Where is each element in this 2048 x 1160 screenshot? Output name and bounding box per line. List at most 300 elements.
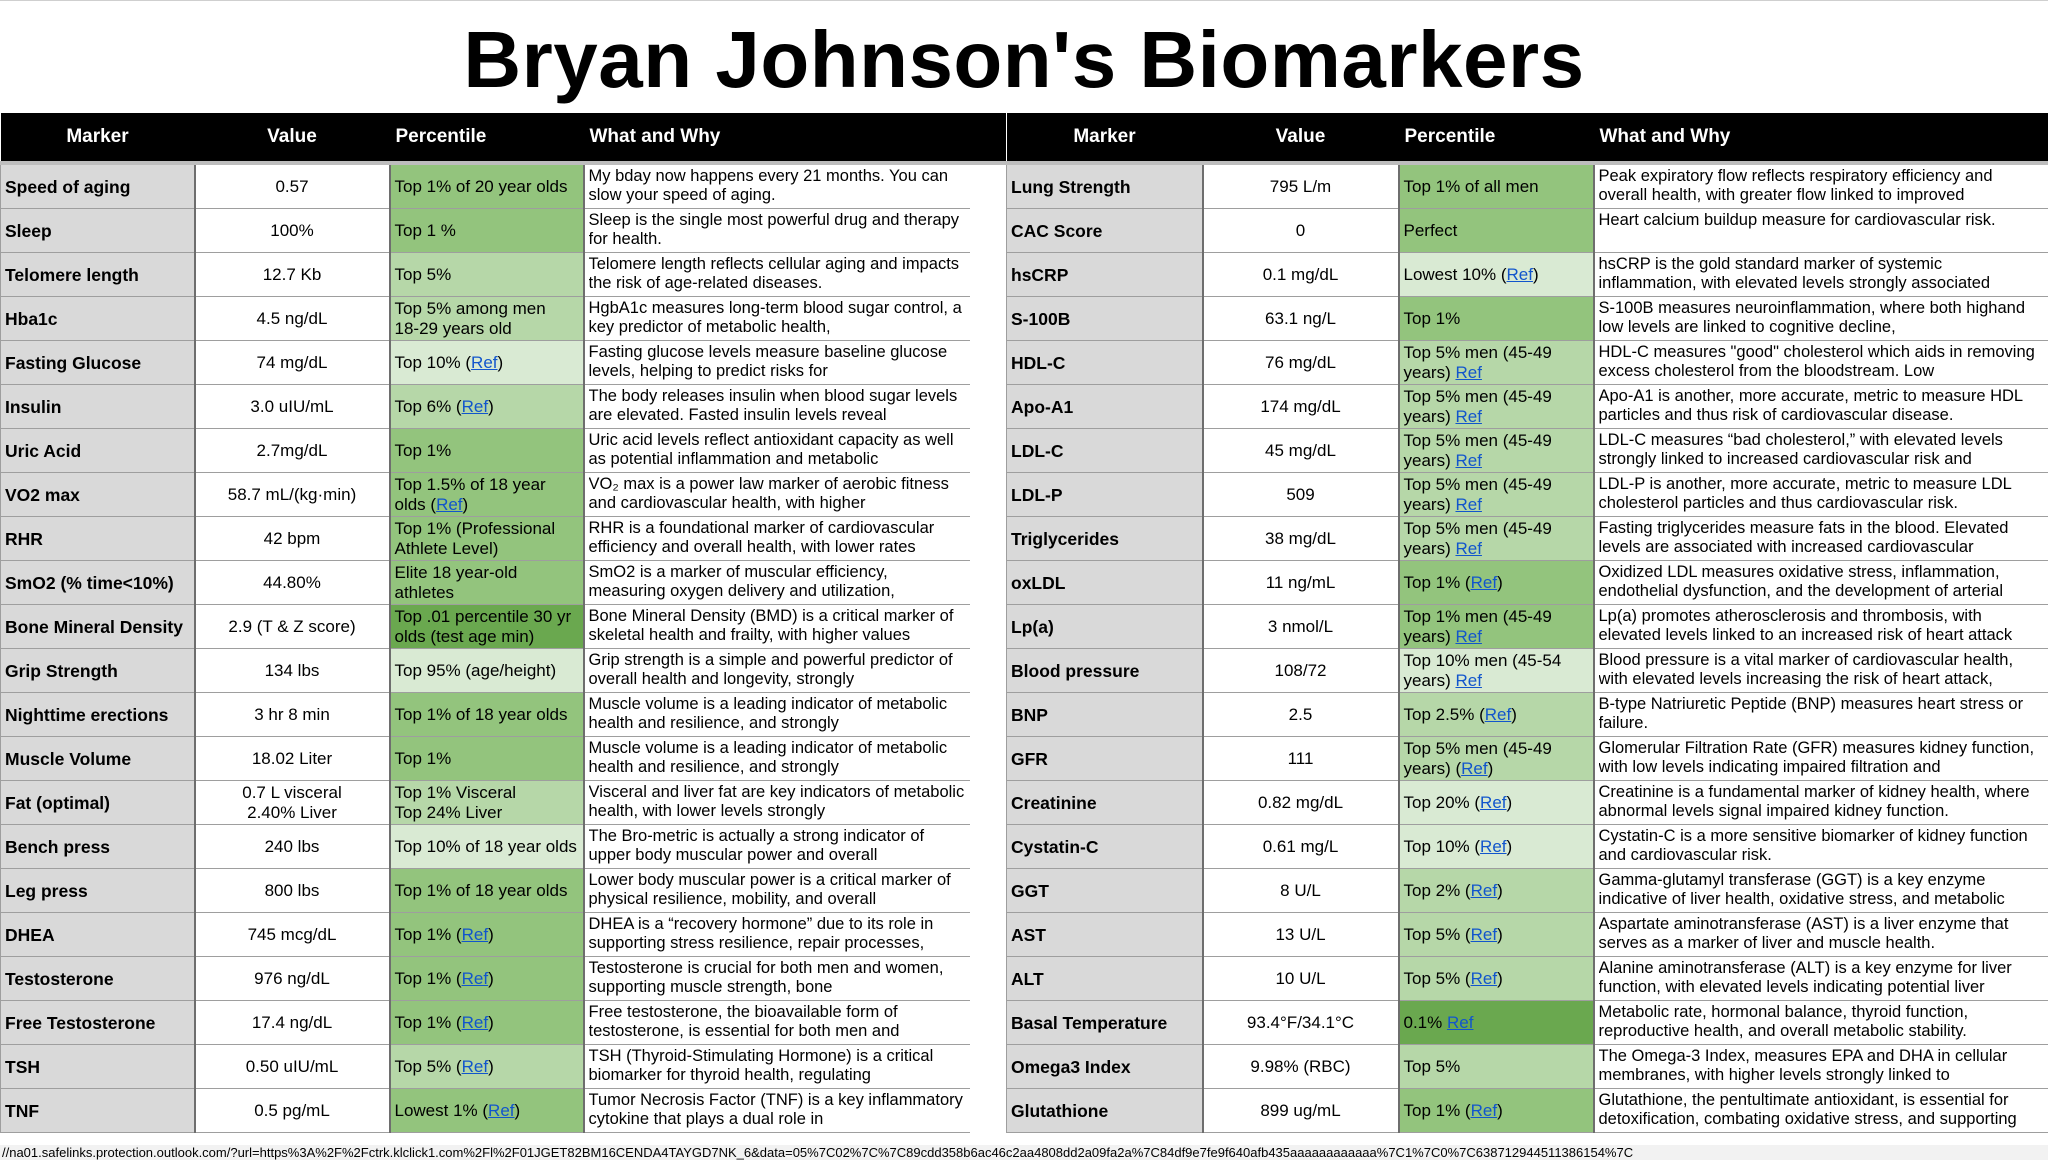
table-row xyxy=(1,561,971,605)
table-row xyxy=(1007,869,2048,913)
value-cell: 0.5 pg/mL xyxy=(195,1089,390,1133)
percentile-cell xyxy=(1399,429,1594,473)
what-and-why-cell xyxy=(1594,341,2048,385)
percentile-text: Top 10% men (45-54 years) xyxy=(1403,650,1562,690)
value-cell: 58.7 mL/(kg·min) xyxy=(195,473,390,517)
value-cell: 2.7mg/dL xyxy=(195,429,390,473)
what-and-why-cell xyxy=(1594,253,2048,297)
percentile-cell xyxy=(390,473,584,517)
value-cell: 0.57 xyxy=(195,163,390,209)
status-bar-url: //na01.safelinks.protection.outlook.com/?url=https%3A%2F%2Fctrk.klclick1.com%2Fl%2F01JGET82BM16CENDA4TAYGD7NK_6&data=05%7C02%7C%7C89cdd358b6ac46c2aa4808dd2a09fa2a%7C84df9e7fe9f640afb435aaaaaaaaaaaa%7C1%7C0%7C638712944511386154%7C xyxy=(0,1145,2048,1160)
marker-cell: Insulin xyxy=(1,385,195,429)
table-row xyxy=(1007,1045,2048,1089)
percentile-text-tail: ) xyxy=(1511,704,1517,724)
sheet-divider xyxy=(970,113,1006,1160)
what-and-why-text: Free testosterone, the bioavailable form of testosterone, is essential for both men and xyxy=(588,1003,900,1040)
percentile-text: Top 1% ( xyxy=(1403,1100,1471,1120)
ref-link[interactable]: Ref xyxy=(488,1100,515,1120)
table-row xyxy=(1,781,971,825)
value-cell: 0.82 mg/dL xyxy=(1203,781,1399,825)
percentile-cell xyxy=(390,1001,584,1045)
value-cell: 9.98% (RBC) xyxy=(1203,1045,1399,1089)
table-row xyxy=(1,693,971,737)
marker-cell: RHR xyxy=(1,517,195,561)
value-cell: 108/72 xyxy=(1203,649,1399,693)
percentile-text: Lowest 10% ( xyxy=(1403,264,1507,284)
percentile-text: Top 5% xyxy=(394,264,452,284)
value-cell: 0.1 mg/dL xyxy=(1203,253,1399,297)
table-row xyxy=(1007,913,2048,957)
percentile-text-tail: ) xyxy=(1487,758,1494,778)
what-and-why-cell xyxy=(1594,385,2048,429)
what-and-why-cell xyxy=(584,473,971,517)
percentile-text-tail: ) xyxy=(488,1012,494,1032)
what-and-why-cell xyxy=(584,341,971,385)
percentile-text: Top 10% ( xyxy=(1403,836,1481,856)
percentile-cell xyxy=(1399,869,1594,913)
header-value: Value xyxy=(195,113,390,163)
value-cell: 100% xyxy=(195,209,390,253)
percentile-cell xyxy=(1399,297,1594,341)
what-and-why-text: Creatinine is a fundamental marker of kidney health, where abnormal levels signal impaired kidney function. xyxy=(1598,783,2030,820)
table-row xyxy=(1007,385,2048,429)
ref-link[interactable]: Ref xyxy=(1484,704,1512,724)
percentile-cell xyxy=(390,1089,584,1133)
what-and-why-text: Uric acid levels reflect antioxidant capacity as well as potential inflammation and metabolic xyxy=(588,431,954,468)
what-and-why-cell xyxy=(584,429,971,473)
table-row xyxy=(1,163,971,209)
marker-cell: Uric Acid xyxy=(1,429,195,473)
percentile-cell xyxy=(1399,561,1594,605)
ref-link[interactable]: Ref xyxy=(1506,264,1533,284)
what-and-why-text: Grip strength is a simple and powerful predictor of overall health and longevity, strongly xyxy=(588,651,953,688)
percentile-text-tail: ) xyxy=(488,1056,494,1076)
what-and-why-text: Bone Mineral Density (BMD) is a critical marker of skeletal health and frailty, with higher values xyxy=(588,607,954,644)
marker-cell: TNF xyxy=(1,1089,195,1133)
what-and-why-text: Oxidized LDL measures oxidative stress, inflammation, endothelial dysfunction, and the development of arterial xyxy=(1598,563,2004,600)
percentile-cell xyxy=(390,605,584,649)
ref-link[interactable]: Ref xyxy=(1470,924,1498,944)
what-and-why-cell xyxy=(1594,429,2048,473)
what-and-why-cell xyxy=(1594,781,2048,825)
what-and-why-text: LDL-P is another, more accurate, metric to measure LDL cholesterol particles and thus cardiovascular risk. xyxy=(1598,475,2012,512)
marker-cell: Fasting Glucose xyxy=(1,341,195,385)
what-and-why-text: Tumor Necrosis Factor (TNF) is a key inflammatory cytokine that plays a dual role in xyxy=(588,1091,963,1128)
percentile-cell xyxy=(390,341,584,385)
table-row xyxy=(1007,1001,2048,1045)
percentile-text: Top 1% ( xyxy=(394,1012,462,1032)
value-cell: 17.4 ng/dL xyxy=(195,1001,390,1045)
percentile-text: Top 5% men (45-49 years) xyxy=(1403,474,1552,514)
title-bar xyxy=(0,0,2048,114)
table-row xyxy=(1,1045,971,1089)
percentile-cell xyxy=(390,737,584,781)
ref-link[interactable]: Ref xyxy=(1480,836,1507,856)
percentile-cell xyxy=(390,517,584,561)
what-and-why-text: Heart calcium buildup measure for cardiovascular risk. xyxy=(1598,211,1996,229)
percentile-cell xyxy=(1399,649,1594,693)
what-and-why-text: TSH (Thyroid-Stimulating Hormone) is a critical biomarker for thyroid health, regulating xyxy=(588,1047,934,1084)
percentile-cell xyxy=(1399,605,1594,649)
value-cell: 240 lbs xyxy=(195,825,390,869)
header-row xyxy=(1007,113,2048,163)
table-row xyxy=(1007,825,2048,869)
marker-cell: LDL-P xyxy=(1007,473,1203,517)
value-cell: 2.5 xyxy=(1203,693,1399,737)
value-cell: 0 xyxy=(1203,209,1399,253)
table-row xyxy=(1,473,971,517)
percentile-text-tail: ) xyxy=(1532,264,1539,284)
percentile-text: Top 1% (Professional Athlete Level) xyxy=(394,518,556,558)
table-row xyxy=(1,341,971,385)
percentile-cell xyxy=(1399,781,1594,825)
ref-link[interactable]: Ref xyxy=(1455,670,1482,690)
percentile-text: Top 1.5% of 18 year olds ( xyxy=(394,474,546,514)
percentile-text-tail: ) xyxy=(488,968,494,988)
table-row xyxy=(1007,517,2048,561)
value-cell: 11 ng/mL xyxy=(1203,561,1399,605)
marker-cell: GFR xyxy=(1007,737,1203,781)
marker-cell: AST xyxy=(1007,913,1203,957)
percentile-text-tail: ) xyxy=(488,396,494,416)
table-row xyxy=(1,1089,971,1133)
what-and-why-cell xyxy=(584,1001,971,1045)
what-and-why-text: Peak expiratory flow reflects respiratory efficiency and overall health, with greater flow linked to improved xyxy=(1598,167,1993,204)
right-table-body xyxy=(1007,163,2048,1133)
ref-link[interactable]: Ref xyxy=(1446,1012,1474,1032)
what-and-why-text: Lower body muscular power is a critical marker of physical resilience, mobility, and overall xyxy=(588,871,951,908)
what-and-why-cell xyxy=(1594,297,2048,341)
marker-cell: Muscle Volume xyxy=(1,737,195,781)
ref-link[interactable]: Ref xyxy=(1470,1100,1498,1120)
what-and-why-cell xyxy=(1594,869,2048,913)
header-marker: Marker xyxy=(1,113,195,163)
value-cell: 3.0 uIU/mL xyxy=(195,385,390,429)
what-and-why-cell xyxy=(1594,1001,2048,1045)
percentile-cell xyxy=(1399,693,1594,737)
marker-cell: Speed of aging xyxy=(1,163,195,209)
marker-cell: Sleep xyxy=(1,209,195,253)
marker-cell: HDL-C xyxy=(1007,341,1203,385)
percentile-text-tail: ) xyxy=(1497,880,1503,900)
table-row xyxy=(1,297,971,341)
what-and-why-text: Cystatin-C is a more sensitive biomarker of kidney function and cardiovascular risk. xyxy=(1598,827,2028,864)
percentile-text: Top 95% (age/height) xyxy=(394,660,557,680)
percentile-cell xyxy=(390,385,584,429)
marker-cell: GGT xyxy=(1007,869,1203,913)
ref-link[interactable]: Ref xyxy=(436,494,463,514)
marker-cell: Free Testosterone xyxy=(1,1001,195,1045)
percentile-text: Top 20% ( xyxy=(1403,792,1481,812)
value-cell: 4.5 ng/dL xyxy=(195,297,390,341)
what-and-why-text: Testosterone is crucial for both men and women, supporting muscle strength, bone xyxy=(588,959,944,996)
what-and-why-cell xyxy=(584,253,971,297)
value-cell: 2.9 (T & Z score) xyxy=(195,605,390,649)
what-and-why-cell xyxy=(584,605,971,649)
left-biomarker-table xyxy=(0,113,970,1133)
percentile-text: Top 1% men (45-49 years) xyxy=(1403,606,1552,646)
percentile-cell xyxy=(390,913,584,957)
ref-link[interactable]: Ref xyxy=(1461,758,1488,778)
percentile-text: Top 10% ( xyxy=(394,352,472,372)
what-and-why-cell xyxy=(584,693,971,737)
what-and-why-text: S-100B measures neuroinflammation, where both highand low levels are linked to cognitive decline, xyxy=(1598,299,2026,336)
value-cell: 0.50 uIU/mL xyxy=(195,1045,390,1089)
percentile-cell xyxy=(1399,341,1594,385)
value-cell: 12.7 Kb xyxy=(195,253,390,297)
what-and-why-cell xyxy=(584,163,971,209)
value-cell: 74 mg/dL xyxy=(195,341,390,385)
table-row xyxy=(1,517,971,561)
what-and-why-cell xyxy=(584,1045,971,1089)
marker-cell: Lung Strength xyxy=(1007,163,1203,209)
percentile-text: Top 1% xyxy=(1403,308,1461,328)
what-and-why-cell xyxy=(584,869,971,913)
percentile-text: Top 5% men (45-49 years) xyxy=(1403,430,1552,470)
percentile-text: Perfect xyxy=(1403,220,1458,240)
table-row xyxy=(1007,957,2048,1001)
ref-link[interactable]: Ref xyxy=(461,968,489,988)
value-cell: 45 mg/dL xyxy=(1203,429,1399,473)
percentile-text: Elite 18 year-old athletes xyxy=(394,562,518,602)
marker-cell: Nighttime erections xyxy=(1,693,195,737)
marker-cell: Basal Temperature xyxy=(1007,1001,1203,1045)
what-and-why-cell xyxy=(1594,649,2048,693)
percentile-text: Top 2.5% ( xyxy=(1403,704,1485,724)
percentile-cell xyxy=(1399,913,1594,957)
header-row xyxy=(1,113,971,163)
value-cell: 38 mg/dL xyxy=(1203,517,1399,561)
what-and-why-text: My bday now happens every 21 months. You can slow your speed of aging. xyxy=(588,167,949,204)
value-cell: 745 mcg/dL xyxy=(195,913,390,957)
percentile-cell xyxy=(390,253,584,297)
value-cell: 44.80% xyxy=(195,561,390,605)
value-cell: 13 U/L xyxy=(1203,913,1399,957)
percentile-cell xyxy=(1399,1001,1594,1045)
marker-cell: oxLDL xyxy=(1007,561,1203,605)
marker-cell: VO2 max xyxy=(1,473,195,517)
what-and-why-text: SmO2 is a marker of muscular efficiency, measuring oxygen delivery and utilization, xyxy=(588,563,895,600)
marker-cell: Bone Mineral Density xyxy=(1,605,195,649)
table-row xyxy=(1,825,971,869)
what-and-why-text: Glutathione, the pentultimate antioxidant, is essential for detoxification, combating oxidative stress, and supporting xyxy=(1598,1091,2017,1128)
header-value: Value xyxy=(1203,113,1399,163)
what-and-why-cell xyxy=(1594,209,2048,253)
value-cell: 134 lbs xyxy=(195,649,390,693)
percentile-text-tail: ) xyxy=(1497,1100,1503,1120)
marker-cell: Triglycerides xyxy=(1007,517,1203,561)
percentile-cell xyxy=(390,561,584,605)
value-cell: 63.1 ng/L xyxy=(1203,297,1399,341)
marker-cell: CAC Score xyxy=(1007,209,1203,253)
table-row xyxy=(1007,693,2048,737)
percentile-cell xyxy=(390,1045,584,1089)
ref-link[interactable]: Ref xyxy=(1455,406,1482,426)
value-cell: 3 hr 8 min xyxy=(195,693,390,737)
what-and-why-cell xyxy=(1594,1045,2048,1089)
what-and-why-cell xyxy=(584,781,971,825)
percentile-cell xyxy=(390,781,584,825)
percentile-text: Top 5% among men 18-29 years old xyxy=(394,298,546,338)
value-cell: 509 xyxy=(1203,473,1399,517)
percentile-cell xyxy=(1399,825,1594,869)
table-row xyxy=(1,605,971,649)
table-row xyxy=(1007,429,2048,473)
header-percentile: Percentile xyxy=(390,113,584,163)
value-cell: 76 mg/dL xyxy=(1203,341,1399,385)
value-cell: 10 U/L xyxy=(1203,957,1399,1001)
percentile-text-tail: ) xyxy=(1506,836,1513,856)
ref-link[interactable]: Ref xyxy=(1470,968,1498,988)
table-row xyxy=(1007,561,2048,605)
marker-cell: Leg press xyxy=(1,869,195,913)
value-cell: 174 mg/dL xyxy=(1203,385,1399,429)
percentile-text: Top .01 percentile 30 yr olds (test age min) xyxy=(394,606,572,646)
what-and-why-text: VO₂ max is a power law marker of aerobic fitness and cardiovascular health, with higher xyxy=(588,475,949,512)
percentile-text: Top 5% ( xyxy=(1403,924,1471,944)
percentile-cell xyxy=(390,649,584,693)
what-and-why-cell xyxy=(584,913,971,957)
percentile-cell xyxy=(390,869,584,913)
value-cell: 800 lbs xyxy=(195,869,390,913)
what-and-why-cell xyxy=(584,517,971,561)
what-and-why-cell xyxy=(584,297,971,341)
percentile-text: Top 5% ( xyxy=(394,1056,462,1076)
percentile-cell xyxy=(1399,253,1594,297)
percentile-text: Top 1% of 20 year olds xyxy=(394,176,568,196)
table-row xyxy=(1007,649,2048,693)
what-and-why-cell xyxy=(1594,517,2048,561)
marker-cell: Apo-A1 xyxy=(1007,385,1203,429)
what-and-why-cell xyxy=(1594,561,2048,605)
marker-cell: ALT xyxy=(1007,957,1203,1001)
table-row xyxy=(1007,737,2048,781)
value-cell: 18.02 Liter xyxy=(195,737,390,781)
percentile-text-tail: ) xyxy=(488,924,494,944)
marker-cell: Lp(a) xyxy=(1007,605,1203,649)
percentile-text: Top 1% xyxy=(394,440,452,460)
what-and-why-cell xyxy=(584,737,971,781)
value-cell: 8 U/L xyxy=(1203,869,1399,913)
what-and-why-text: The Omega-3 Index, measures EPA and DHA in cellular membranes, with higher levels strongly linked to xyxy=(1598,1047,2008,1084)
header-marker: Marker xyxy=(1007,113,1203,163)
ref-link[interactable]: Ref xyxy=(1455,450,1482,470)
percentile-cell xyxy=(1399,737,1594,781)
table-row xyxy=(1,737,971,781)
what-and-why-text: RHR is a foundational marker of cardiovascular efficiency and overall health, with lower rates xyxy=(588,519,935,556)
percentile-text-tail: ) xyxy=(462,494,469,514)
what-and-why-text: LDL-C measures “bad cholesterol,” with elevated levels strongly linked to increased cardiovascular risk and xyxy=(1598,431,2003,468)
marker-cell: Creatinine xyxy=(1007,781,1203,825)
ref-link[interactable]: Ref xyxy=(1480,792,1507,812)
table-row xyxy=(1007,209,2048,253)
value-cell: 93.4°F/34.1°C xyxy=(1203,1001,1399,1045)
percentile-text-tail: ) xyxy=(1497,572,1503,592)
what-and-why-text: Apo-A1 is another, more accurate, metric to measure HDL particles and thus risk of cardiovascular disease. xyxy=(1598,387,2023,424)
ref-link[interactable]: Ref xyxy=(461,924,489,944)
percentile-text: Top 5% men (45-49 years) xyxy=(1403,386,1552,426)
percentile-text: Top 1% of 18 year olds xyxy=(394,880,568,900)
table-row xyxy=(1,253,971,297)
percentile-text: Top 1% xyxy=(394,748,452,768)
what-and-why-text: The Bro-metric is actually a strong indicator of upper body muscular power and overall xyxy=(588,827,925,864)
percentile-text: Top 1% of all men xyxy=(1403,176,1539,196)
what-and-why-cell xyxy=(1594,825,2048,869)
what-and-why-text: Metabolic rate, hormonal balance, thyroid function, reproductive health, and overall metabolic stability. xyxy=(1598,1003,1969,1040)
value-cell: 0.61 mg/L xyxy=(1203,825,1399,869)
ref-link[interactable]: Ref xyxy=(1470,880,1498,900)
what-and-why-text: The body releases insulin when blood sugar levels are elevated. Fasted insulin levels reveal xyxy=(588,387,958,424)
what-and-why-text: Fasting glucose levels measure baseline glucose levels, helping to predict risks for xyxy=(588,343,948,380)
what-and-why-cell xyxy=(584,649,971,693)
what-and-why-cell xyxy=(1594,1089,2048,1133)
ref-link[interactable]: Ref xyxy=(1455,538,1482,558)
ref-link[interactable]: Ref xyxy=(1455,494,1482,514)
page-title: Bryan Johnson's Biomarkers xyxy=(463,14,1585,104)
table-row xyxy=(1007,341,2048,385)
table-row xyxy=(1,385,971,429)
table-row xyxy=(1,209,971,253)
what-and-why-cell xyxy=(1594,605,2048,649)
ref-link[interactable]: Ref xyxy=(1470,572,1498,592)
what-and-why-text: Glomerular Filtration Rate (GFR) measures kidney function, with low levels indicating impaired filtration and xyxy=(1598,739,2035,776)
percentile-text: Lowest 1% ( xyxy=(394,1100,489,1120)
left-table-body xyxy=(1,163,971,1133)
value-cell: 795 L/m xyxy=(1203,163,1399,209)
what-and-why-text: Telomere length reflects cellular aging and impacts the risk of age-related diseases. xyxy=(588,255,960,292)
percentile-text: Top 5% ( xyxy=(1403,968,1471,988)
what-and-why-cell xyxy=(1594,473,2048,517)
what-and-why-cell xyxy=(584,385,971,429)
what-and-why-text: Sleep is the single most powerful drug and therapy for health. xyxy=(588,211,960,248)
value-cell: 899 ug/mL xyxy=(1203,1089,1399,1133)
value-cell: 0.7 L visceral 2.40% Liver xyxy=(195,781,390,825)
percentile-text-tail: ) xyxy=(514,1100,521,1120)
marker-cell: Hba1c xyxy=(1,297,195,341)
value-cell: 3 nmol/L xyxy=(1203,605,1399,649)
right-biomarker-table xyxy=(1006,113,2048,1133)
marker-cell: Testosterone xyxy=(1,957,195,1001)
percentile-text-tail: ) xyxy=(1506,792,1513,812)
percentile-text: Top 1% ( xyxy=(394,968,462,988)
percentile-text: Top 1% ( xyxy=(1403,572,1471,592)
what-and-why-text: Gamma-glutamyl transferase (GGT) is a key enzyme indicative of liver health, oxidative stress, and metabolic xyxy=(1598,871,2005,908)
ref-link[interactable]: Ref xyxy=(461,1012,489,1032)
marker-cell: BNP xyxy=(1007,693,1203,737)
table-row xyxy=(1,913,971,957)
percentile-text: Top 1% of 18 year olds xyxy=(394,704,568,724)
table-row xyxy=(1,957,971,1001)
what-and-why-cell xyxy=(1594,737,2048,781)
what-and-why-text: Lp(a) promotes atherosclerosis and thrombosis, with elevated levels linked to an increased risk of heart attack xyxy=(1598,607,2013,644)
ref-link[interactable]: Ref xyxy=(461,396,489,416)
percentile-cell xyxy=(390,957,584,1001)
ref-link[interactable]: Ref xyxy=(461,1056,489,1076)
ref-link[interactable]: Ref xyxy=(471,352,498,372)
ref-link[interactable]: Ref xyxy=(1455,626,1482,646)
what-and-why-text: Visceral and liver fat are key indicators of metabolic health, with lower levels strongly xyxy=(588,783,965,820)
marker-cell: Glutathione xyxy=(1007,1089,1203,1133)
what-and-why-cell xyxy=(1594,163,2048,209)
ref-link[interactable]: Ref xyxy=(1455,362,1482,382)
marker-cell: Blood pressure xyxy=(1007,649,1203,693)
header-percentile: Percentile xyxy=(1399,113,1594,163)
table-row xyxy=(1,429,971,473)
marker-cell: SmO2 (% time<10%) xyxy=(1,561,195,605)
percentile-cell xyxy=(1399,473,1594,517)
what-and-why-cell xyxy=(584,209,971,253)
percentile-cell xyxy=(1399,517,1594,561)
